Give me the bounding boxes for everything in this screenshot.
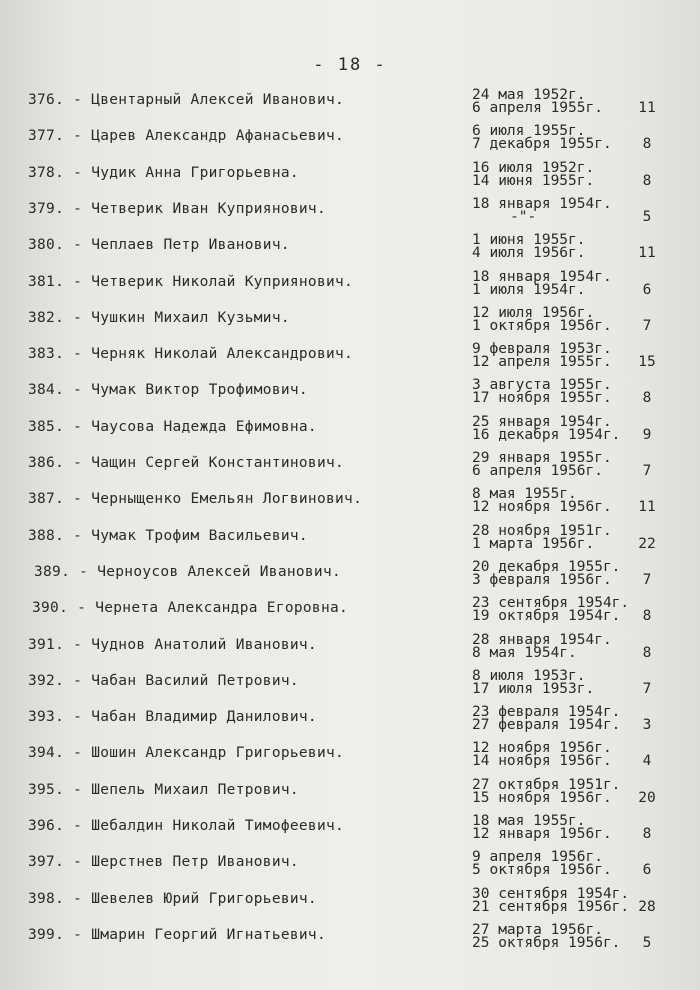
list-item: [0, 596, 700, 632]
entry-name: [28, 782, 299, 798]
entry-fullname: Шепель Михаил Петрович.: [91, 781, 299, 798]
list-item: [0, 778, 700, 814]
list-item: [0, 342, 700, 378]
entry-name: [28, 854, 299, 870]
list-item: [0, 451, 700, 487]
start-date: 27 октября 1951г.: [472, 776, 621, 793]
entry-fullname: Четверик Иван Куприянович.: [91, 200, 326, 217]
entry-count: 8: [642, 608, 652, 625]
start-date: 8 июля 1953г.: [472, 667, 586, 684]
list-item: [0, 669, 700, 705]
entry-number: 381.: [28, 273, 65, 290]
entry-dash: -: [64, 527, 92, 544]
end-date: 12 апреля 1955г.: [472, 354, 612, 371]
entry-number: 390.: [32, 600, 69, 617]
list-item: [0, 741, 700, 777]
entry-fullname: Чудик Анна Григорьевна.: [91, 164, 299, 181]
list-item: [0, 633, 700, 669]
entry-count: 28: [638, 898, 656, 915]
entry-count: 8: [642, 826, 652, 842]
end-date: 27 февраля 1954г.: [472, 717, 621, 734]
entry-count: 8: [642, 644, 652, 661]
entry-number: 398.: [28, 890, 65, 907]
entry-dash: -: [64, 200, 92, 217]
entry-count: 5: [642, 208, 652, 225]
end-date: 12 января 1956г.: [472, 826, 612, 842]
entry-number: 392.: [28, 672, 65, 689]
end-date: 17 июля 1953г.: [472, 680, 595, 697]
entry-number: 379.: [28, 200, 65, 217]
end-date: 14 ноября 1956г.: [472, 753, 612, 770]
entry-fullname: Четверик Николай Куприянович.: [91, 273, 354, 290]
entry-fullname: Чуднов Анатолий Иванович.: [91, 636, 317, 653]
entry-number: 391.: [28, 636, 65, 653]
entry-dash: -: [70, 563, 98, 580]
start-date: 18 января 1954г.: [472, 268, 612, 285]
entry-number: 399.: [28, 926, 65, 943]
start-date: 23 февраля 1954г.: [472, 704, 621, 721]
entry-name: [32, 600, 348, 616]
entry-count: 15: [638, 354, 656, 371]
entry-dash: -: [68, 600, 96, 617]
list-item: [0, 705, 700, 741]
list-item: [0, 378, 700, 414]
entry-dash: -: [64, 128, 92, 145]
end-date: 12 ноября 1956г.: [472, 499, 612, 516]
end-date: 1 марта 1956г.: [472, 535, 595, 552]
list-item: [0, 887, 700, 923]
end-date: 15 ноября 1956г.: [472, 789, 612, 806]
start-date: 6 июля 1955г.: [472, 123, 586, 140]
list-item: [0, 233, 700, 269]
entry-dash: -: [64, 745, 92, 762]
start-date: 9 февраля 1953г.: [472, 341, 612, 358]
entry-number: 376.: [28, 92, 65, 108]
entry-number: 382.: [28, 309, 65, 326]
entry-fullname: Шебалдин Николай Тимофеевич.: [91, 818, 345, 834]
list-item: [0, 560, 700, 596]
entry-name: [28, 673, 299, 689]
start-date: 1 июня 1955г.: [472, 232, 586, 249]
entry-name: [28, 310, 290, 326]
entry-fullname: Чаусова Надежда Ефимовна.: [91, 418, 317, 435]
entry-dash: -: [64, 346, 92, 363]
list-item: [0, 814, 700, 850]
entry-dash: -: [64, 382, 92, 399]
entry-count: 5: [642, 934, 652, 951]
entry-dash: -: [64, 890, 92, 907]
entry-count: 20: [638, 789, 656, 806]
entry-fullname: Шерстнев Петр Иванович.: [91, 854, 299, 871]
entry-number: 384.: [28, 382, 65, 399]
entry-number: 383.: [28, 346, 65, 363]
entry-number: 397.: [28, 854, 65, 871]
entry-count: 7: [642, 317, 652, 334]
end-date: 6 апреля 1956г.: [472, 463, 603, 479]
entry-number: 387.: [28, 491, 65, 508]
entry-name: [28, 491, 362, 507]
entry-count: 6: [642, 862, 652, 879]
end-date: 25 октября 1956г.: [472, 934, 621, 951]
entry-fullname: Чушкин Михаил Кузьмич.: [91, 309, 290, 326]
entry-count: 11: [638, 100, 656, 116]
entry-fullname: Чеплаев Петр Иванович.: [91, 237, 290, 254]
end-date: 4 июля 1956г.: [472, 245, 586, 262]
entry-dash: -: [64, 273, 92, 290]
end-date: 17 ноября 1955г.: [472, 390, 612, 407]
entry-fullname: Чернета Александра Егоровна.: [95, 600, 349, 617]
entry-name: [28, 891, 317, 907]
entry-count: 7: [642, 463, 652, 479]
entry-count: 7: [642, 571, 652, 588]
entry-dash: -: [64, 854, 92, 871]
entry-number: 385.: [28, 418, 65, 435]
entry-dash: -: [64, 818, 92, 834]
end-date: 16 декабря 1954г.: [472, 426, 621, 443]
entry-name: [28, 128, 344, 144]
entry-count: 4: [642, 753, 652, 770]
end-date: 19 октября 1954г.: [472, 608, 621, 625]
list-item: [0, 415, 700, 451]
entry-dash: -: [64, 781, 92, 798]
entry-name: [28, 637, 317, 653]
entry-name: [28, 818, 344, 834]
start-date: 20 декабря 1955г.: [472, 558, 621, 575]
entry-count: 8: [642, 172, 652, 189]
end-date: 14 июня 1955г.: [472, 172, 595, 189]
entry-name: [28, 709, 317, 725]
start-date: 28 января 1954г.: [472, 631, 612, 648]
entry-dash: -: [64, 491, 92, 508]
start-date: 28 ноября 1951г.: [472, 522, 612, 539]
entry-name: [28, 745, 344, 761]
entry-fullname: Чумак Трофим Васильевич.: [91, 527, 308, 544]
entry-name: [28, 927, 326, 943]
entry-name: [34, 564, 341, 580]
start-date: 8 мая 1955г.: [472, 486, 577, 503]
entry-dash: -: [64, 164, 92, 181]
entry-dash: -: [64, 672, 92, 689]
end-date: 3 февраля 1956г.: [472, 571, 612, 588]
list-item: [0, 850, 700, 886]
start-date: 30 сентября 1954г.: [472, 885, 630, 902]
entry-name: [28, 165, 299, 181]
end-date: -"-: [510, 208, 537, 225]
start-date: 25 января 1954г.: [472, 413, 612, 430]
start-date: 12 июля 1956г.: [472, 304, 595, 321]
entry-fullname: Чащин Сергей Константинович.: [91, 455, 345, 471]
list-item: [0, 124, 700, 160]
entry-count: 8: [642, 136, 652, 153]
entry-dash: -: [64, 926, 92, 943]
entry-number: 386.: [28, 455, 65, 471]
entry-dash: -: [64, 309, 92, 326]
entry-number: 388.: [28, 527, 65, 544]
entry-fullname: Черняк Николай Александрович.: [91, 346, 354, 363]
entry-dash: -: [64, 237, 92, 254]
end-date: 6 апреля 1955г.: [472, 100, 603, 116]
start-date: 9 апреля 1956г.: [472, 849, 603, 866]
start-date: 29 января 1955г.: [472, 450, 612, 466]
entry-count: 11: [638, 499, 656, 516]
start-date: 18 января 1954г.: [472, 195, 612, 212]
list-item: [0, 161, 700, 197]
entry-count: 11: [638, 245, 656, 262]
start-date: 27 марта 1956г.: [472, 921, 603, 938]
entry-number: 389.: [34, 563, 71, 580]
entry-number: 377.: [28, 128, 65, 145]
entry-count: 8: [642, 390, 652, 407]
entry-number: 395.: [28, 781, 65, 798]
entry-number: 378.: [28, 164, 65, 181]
start-date: 16 июля 1952г.: [472, 159, 595, 176]
start-date: 12 ноября 1956г.: [472, 740, 612, 757]
entry-dash: -: [64, 418, 92, 435]
entry-count: 22: [638, 535, 656, 552]
list-item: [0, 487, 700, 523]
entry-name: [28, 201, 326, 217]
entry-name: [28, 92, 344, 108]
end-date: 1 июля 1954г.: [472, 281, 586, 298]
entry-fullname: Чабан Владимир Данилович.: [91, 709, 317, 726]
entry-name: [28, 274, 353, 290]
entry-fullname: Шошин Александр Григорьевич.: [91, 745, 345, 762]
entry-count: 7: [642, 680, 652, 697]
entry-number: 380.: [28, 237, 65, 254]
start-date: 23 сентября 1954г.: [472, 595, 630, 612]
start-date: 3 августа 1955г.: [472, 377, 612, 394]
start-date: 24 мая 1952г.: [472, 87, 586, 103]
entry-name: [28, 455, 344, 471]
entry-dash: -: [64, 636, 92, 653]
list-item: [0, 88, 700, 124]
entry-number: 393.: [28, 709, 65, 726]
entry-name: [28, 419, 317, 435]
entry-dash: -: [64, 92, 92, 108]
list-item: [0, 270, 700, 306]
entry-fullname: Чабан Василий Петрович.: [91, 672, 299, 689]
end-date: 7 декабря 1955г.: [472, 136, 612, 153]
list-item: [0, 306, 700, 342]
entry-dash: -: [64, 709, 92, 726]
entry-name: [28, 237, 290, 253]
entry-name: [28, 382, 308, 398]
entry-number: 396.: [28, 818, 65, 834]
entry-name: [28, 346, 353, 362]
entry-fullname: Черноусов Алексей Иванович.: [97, 563, 342, 580]
end-date: 5 октября 1956г.: [472, 862, 612, 879]
entry-fullname: Чумак Виктор Трофимович.: [91, 382, 308, 399]
entry-name: [28, 528, 308, 544]
entry-fullname: Царев Александр Афанасьевич.: [91, 128, 345, 145]
entry-fullname: Шевелев Юрий Григорьевич.: [91, 890, 317, 907]
end-date: 8 мая 1954г.: [472, 644, 577, 661]
end-date: 1 октября 1956г.: [472, 317, 612, 334]
entry-number: 394.: [28, 745, 65, 762]
list-item: [0, 197, 700, 233]
entry-count: 6: [642, 281, 652, 298]
entry-count: 3: [642, 717, 652, 734]
entry-count: 9: [642, 426, 652, 443]
end-date: 21 сентября 1956г.: [472, 898, 630, 915]
entry-dash: -: [64, 455, 92, 471]
page-number: - 18 -: [313, 55, 387, 75]
list-item: [0, 923, 700, 959]
entry-fullname: Цвентарный Алексей Иванович.: [91, 92, 345, 108]
list-item: [0, 524, 700, 560]
entry-fullname: Шмарин Георгий Игнатьевич.: [91, 926, 326, 943]
entry-fullname: Черныщенко Емельян Логвинович.: [91, 491, 363, 508]
start-date: 18 мая 1955г.: [472, 813, 586, 829]
